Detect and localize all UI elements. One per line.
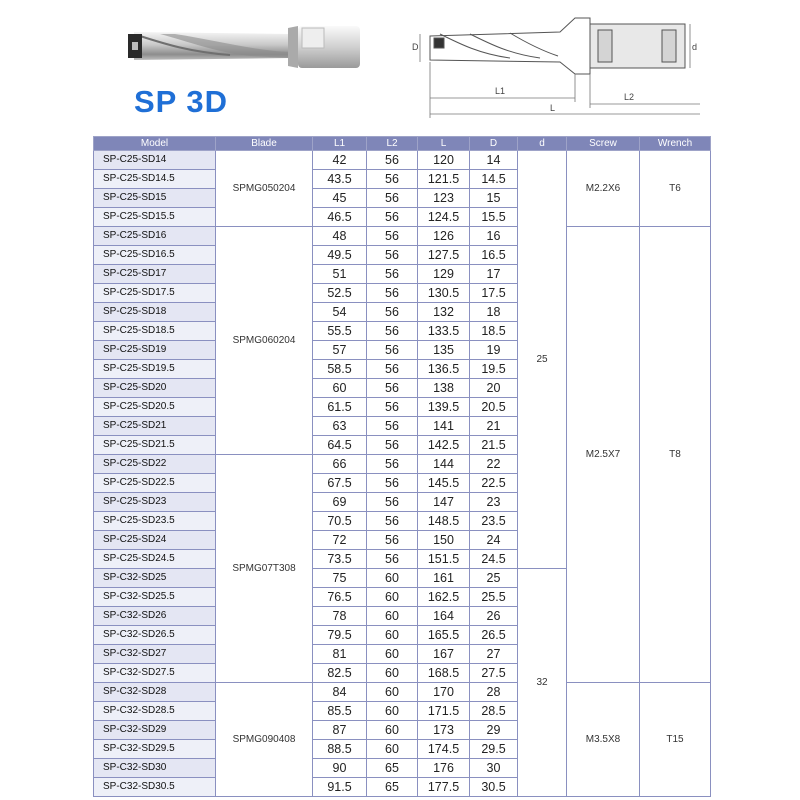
l-cell: 164 bbox=[418, 607, 470, 626]
drill-outline bbox=[430, 18, 685, 74]
l2-cell: 56 bbox=[367, 341, 418, 360]
wrench-cell: T8 bbox=[640, 227, 711, 683]
l1-cell: 87 bbox=[313, 721, 367, 740]
d-cell: 14.5 bbox=[470, 170, 518, 189]
l2-cell: 56 bbox=[367, 303, 418, 322]
l2-cell: 60 bbox=[367, 645, 418, 664]
model-cell: SP-C25-SD15.5 bbox=[94, 208, 216, 227]
l1-cell: 45 bbox=[313, 189, 367, 208]
l2-cell: 56 bbox=[367, 151, 418, 170]
l2-cell: 56 bbox=[367, 246, 418, 265]
l2-cell: 60 bbox=[367, 588, 418, 607]
l1-cell: 48 bbox=[313, 227, 367, 246]
screw-cell: M3.5X8 bbox=[567, 683, 640, 797]
model-cell: SP-C25-SD21 bbox=[94, 417, 216, 436]
l-cell: 170 bbox=[418, 683, 470, 702]
d-cell: 16.5 bbox=[470, 246, 518, 265]
table-row bbox=[94, 227, 711, 246]
model-cell: SP-C25-SD16 bbox=[94, 227, 216, 246]
l-cell: 150 bbox=[418, 531, 470, 550]
l1-cell: 58.5 bbox=[313, 360, 367, 379]
model-cell: SP-C32-SD30 bbox=[94, 759, 216, 778]
model-cell: SP-C25-SD18 bbox=[94, 303, 216, 322]
blade-cell: SPMG050204 bbox=[216, 151, 313, 227]
table-row bbox=[94, 151, 711, 170]
l-cell: 132 bbox=[418, 303, 470, 322]
model-cell: SP-C25-SD16.5 bbox=[94, 246, 216, 265]
d-cell: 25.5 bbox=[470, 588, 518, 607]
dimension-drawing bbox=[400, 10, 700, 122]
d-cell: 25 bbox=[470, 569, 518, 588]
model-cell: SP-C32-SD26 bbox=[94, 607, 216, 626]
l2-cell: 56 bbox=[367, 474, 418, 493]
d-cell: 20.5 bbox=[470, 398, 518, 417]
d-cell: 15 bbox=[470, 189, 518, 208]
l-cell: 136.5 bbox=[418, 360, 470, 379]
model-cell: SP-C32-SD29.5 bbox=[94, 740, 216, 759]
l-cell: 135 bbox=[418, 341, 470, 360]
header-area bbox=[0, 0, 800, 135]
l1-cell: 79.5 bbox=[313, 626, 367, 645]
l-cell: 173 bbox=[418, 721, 470, 740]
model-cell: SP-C25-SD22.5 bbox=[94, 474, 216, 493]
l-cell: 168.5 bbox=[418, 664, 470, 683]
l2-cell: 60 bbox=[367, 607, 418, 626]
model-cell: SP-C25-SD23 bbox=[94, 493, 216, 512]
column-header-d: d bbox=[518, 137, 567, 151]
l2-cell: 56 bbox=[367, 455, 418, 474]
d-cell: 18.5 bbox=[470, 322, 518, 341]
l-cell: 120 bbox=[418, 151, 470, 170]
l-cell: 151.5 bbox=[418, 550, 470, 569]
model-cell: SP-C25-SD15 bbox=[94, 189, 216, 208]
model-cell: SP-C25-SD23.5 bbox=[94, 512, 216, 531]
l2-cell: 60 bbox=[367, 569, 418, 588]
d-cell: 23 bbox=[470, 493, 518, 512]
model-cell: SP-C25-SD24.5 bbox=[94, 550, 216, 569]
model-cell: SP-C32-SD30.5 bbox=[94, 778, 216, 797]
l2-cell: 56 bbox=[367, 189, 418, 208]
l1-cell: 88.5 bbox=[313, 740, 367, 759]
l2-cell: 60 bbox=[367, 702, 418, 721]
model-cell: SP-C25-SD17.5 bbox=[94, 284, 216, 303]
table-row bbox=[94, 683, 711, 702]
model-cell: SP-C25-SD21.5 bbox=[94, 436, 216, 455]
l-cell: 124.5 bbox=[418, 208, 470, 227]
l1-cell: 66 bbox=[313, 455, 367, 474]
l2-cell: 56 bbox=[367, 170, 418, 189]
screw-cell: M2.2X6 bbox=[567, 151, 640, 227]
l-cell: 130.5 bbox=[418, 284, 470, 303]
l2-cell: 56 bbox=[367, 360, 418, 379]
model-cell: SP-C32-SD26.5 bbox=[94, 626, 216, 645]
column-header-d: D bbox=[470, 137, 518, 151]
d-cell: 24 bbox=[470, 531, 518, 550]
blade-cell: SPMG060204 bbox=[216, 227, 313, 455]
l-cell: 147 bbox=[418, 493, 470, 512]
model-cell: SP-C25-SD14 bbox=[94, 151, 216, 170]
l1-cell: 57 bbox=[313, 341, 367, 360]
l1-cell: 42 bbox=[313, 151, 367, 170]
model-cell: SP-C32-SD27 bbox=[94, 645, 216, 664]
l-cell: 123 bbox=[418, 189, 470, 208]
d-cell: 19 bbox=[470, 341, 518, 360]
l1-cell: 70.5 bbox=[313, 512, 367, 531]
d-cell: 29 bbox=[470, 721, 518, 740]
d-cell: 19.5 bbox=[470, 360, 518, 379]
l2-cell: 56 bbox=[367, 379, 418, 398]
d-cell: 17.5 bbox=[470, 284, 518, 303]
model-cell: SP-C32-SD28.5 bbox=[94, 702, 216, 721]
l-cell: 121.5 bbox=[418, 170, 470, 189]
l1-cell: 75 bbox=[313, 569, 367, 588]
column-header-blade: Blade bbox=[216, 137, 313, 151]
l2-cell: 56 bbox=[367, 417, 418, 436]
l2-cell: 65 bbox=[367, 759, 418, 778]
d-cell: 16 bbox=[470, 227, 518, 246]
l1-cell: 60 bbox=[313, 379, 367, 398]
l-cell: 176 bbox=[418, 759, 470, 778]
l-cell: 139.5 bbox=[418, 398, 470, 417]
l-cell: 174.5 bbox=[418, 740, 470, 759]
l1-cell: 78 bbox=[313, 607, 367, 626]
d-cell: 24.5 bbox=[470, 550, 518, 569]
l1-cell: 73.5 bbox=[313, 550, 367, 569]
d-cell: 22.5 bbox=[470, 474, 518, 493]
model-cell: SP-C32-SD28 bbox=[94, 683, 216, 702]
d-cell: 30 bbox=[470, 759, 518, 778]
column-header-screw: Screw bbox=[567, 137, 640, 151]
l2-cell: 60 bbox=[367, 664, 418, 683]
table-header-row bbox=[94, 137, 711, 151]
label-D: D bbox=[412, 42, 419, 52]
label-d: d bbox=[692, 42, 698, 52]
d-cell: 21 bbox=[470, 417, 518, 436]
l-cell: 127.5 bbox=[418, 246, 470, 265]
l1-cell: 54 bbox=[313, 303, 367, 322]
l1-cell: 67.5 bbox=[313, 474, 367, 493]
l1-cell: 43.5 bbox=[313, 170, 367, 189]
d-cell: 15.5 bbox=[470, 208, 518, 227]
l1-cell: 52.5 bbox=[313, 284, 367, 303]
l-cell: 165.5 bbox=[418, 626, 470, 645]
l2-cell: 56 bbox=[367, 284, 418, 303]
screw-cell: M2.5X7 bbox=[567, 227, 640, 683]
l2-cell: 60 bbox=[367, 721, 418, 740]
label-L2: L2 bbox=[624, 92, 635, 102]
model-cell: SP-C25-SD18.5 bbox=[94, 322, 216, 341]
model-cell: SP-C32-SD27.5 bbox=[94, 664, 216, 683]
l-cell: 144 bbox=[418, 455, 470, 474]
d-cell: 30.5 bbox=[470, 778, 518, 797]
blade-cell: SPMG090408 bbox=[216, 683, 313, 797]
l1-cell: 91.5 bbox=[313, 778, 367, 797]
model-cell: SP-C25-SD20.5 bbox=[94, 398, 216, 417]
l2-cell: 56 bbox=[367, 398, 418, 417]
l-cell: 141 bbox=[418, 417, 470, 436]
l1-cell: 84 bbox=[313, 683, 367, 702]
label-L1: L1 bbox=[495, 86, 506, 96]
model-cell: SP-C25-SD19 bbox=[94, 341, 216, 360]
l-cell: 133.5 bbox=[418, 322, 470, 341]
shank-d-cell: 25 bbox=[518, 151, 567, 569]
l-cell: 145.5 bbox=[418, 474, 470, 493]
l2-cell: 56 bbox=[367, 322, 418, 341]
l2-cell: 56 bbox=[367, 265, 418, 284]
l1-cell: 64.5 bbox=[313, 436, 367, 455]
l1-cell: 72 bbox=[313, 531, 367, 550]
l-cell: 171.5 bbox=[418, 702, 470, 721]
d-cell: 27 bbox=[470, 645, 518, 664]
l2-cell: 60 bbox=[367, 740, 418, 759]
model-cell: SP-C25-SD22 bbox=[94, 455, 216, 474]
l-cell: 167 bbox=[418, 645, 470, 664]
column-header-wrench: Wrench bbox=[640, 137, 711, 151]
l1-cell: 49.5 bbox=[313, 246, 367, 265]
d-cell: 22 bbox=[470, 455, 518, 474]
d-cell: 26.5 bbox=[470, 626, 518, 645]
wrench-cell: T15 bbox=[640, 683, 711, 797]
l-cell: 142.5 bbox=[418, 436, 470, 455]
column-header-model: Model bbox=[94, 137, 216, 151]
d-cell: 29.5 bbox=[470, 740, 518, 759]
model-cell: SP-C25-SD14.5 bbox=[94, 170, 216, 189]
l-cell: 161 bbox=[418, 569, 470, 588]
d-cell: 21.5 bbox=[470, 436, 518, 455]
l1-cell: 85.5 bbox=[313, 702, 367, 721]
d-cell: 17 bbox=[470, 265, 518, 284]
l1-cell: 51 bbox=[313, 265, 367, 284]
model-cell: SP-C32-SD25.5 bbox=[94, 588, 216, 607]
model-cell: SP-C25-SD19.5 bbox=[94, 360, 216, 379]
model-cell: SP-C32-SD25 bbox=[94, 569, 216, 588]
wrench-cell: T6 bbox=[640, 151, 711, 227]
d-cell: 23.5 bbox=[470, 512, 518, 531]
d-cell: 18 bbox=[470, 303, 518, 322]
l-cell: 162.5 bbox=[418, 588, 470, 607]
l2-cell: 56 bbox=[367, 436, 418, 455]
d-cell: 27.5 bbox=[470, 664, 518, 683]
l1-cell: 82.5 bbox=[313, 664, 367, 683]
l1-cell: 76.5 bbox=[313, 588, 367, 607]
l1-cell: 90 bbox=[313, 759, 367, 778]
l1-cell: 69 bbox=[313, 493, 367, 512]
l-cell: 177.5 bbox=[418, 778, 470, 797]
l-cell: 129 bbox=[418, 265, 470, 284]
l1-cell: 55.5 bbox=[313, 322, 367, 341]
model-cell: SP-C32-SD29 bbox=[94, 721, 216, 740]
shank-d-cell: 32 bbox=[518, 569, 567, 797]
l-cell: 138 bbox=[418, 379, 470, 398]
column-header-l: L bbox=[418, 137, 470, 151]
model-cell: SP-C25-SD20 bbox=[94, 379, 216, 398]
spec-table bbox=[93, 136, 711, 797]
l2-cell: 60 bbox=[367, 683, 418, 702]
l1-cell: 81 bbox=[313, 645, 367, 664]
l2-cell: 56 bbox=[367, 227, 418, 246]
l1-cell: 61.5 bbox=[313, 398, 367, 417]
l2-cell: 60 bbox=[367, 626, 418, 645]
l-cell: 126 bbox=[418, 227, 470, 246]
label-L: L bbox=[550, 103, 556, 113]
l2-cell: 56 bbox=[367, 208, 418, 227]
d-cell: 28 bbox=[470, 683, 518, 702]
l1-cell: 63 bbox=[313, 417, 367, 436]
column-header-l2: L2 bbox=[367, 137, 418, 151]
d-cell: 26 bbox=[470, 607, 518, 626]
l2-cell: 56 bbox=[367, 550, 418, 569]
l1-cell: 46.5 bbox=[313, 208, 367, 227]
l-cell: 148.5 bbox=[418, 512, 470, 531]
d-cell: 20 bbox=[470, 379, 518, 398]
l2-cell: 56 bbox=[367, 512, 418, 531]
l2-cell: 65 bbox=[367, 778, 418, 797]
product-title: SP 3D bbox=[134, 84, 229, 119]
l2-cell: 56 bbox=[367, 493, 418, 512]
d-cell: 14 bbox=[470, 151, 518, 170]
model-cell: SP-C25-SD24 bbox=[94, 531, 216, 550]
model-cell: SP-C25-SD17 bbox=[94, 265, 216, 284]
l2-cell: 56 bbox=[367, 531, 418, 550]
drill-photo bbox=[120, 22, 370, 80]
blade-cell: SPMG07T308 bbox=[216, 455, 313, 683]
column-header-l1: L1 bbox=[313, 137, 367, 151]
d-cell: 28.5 bbox=[470, 702, 518, 721]
